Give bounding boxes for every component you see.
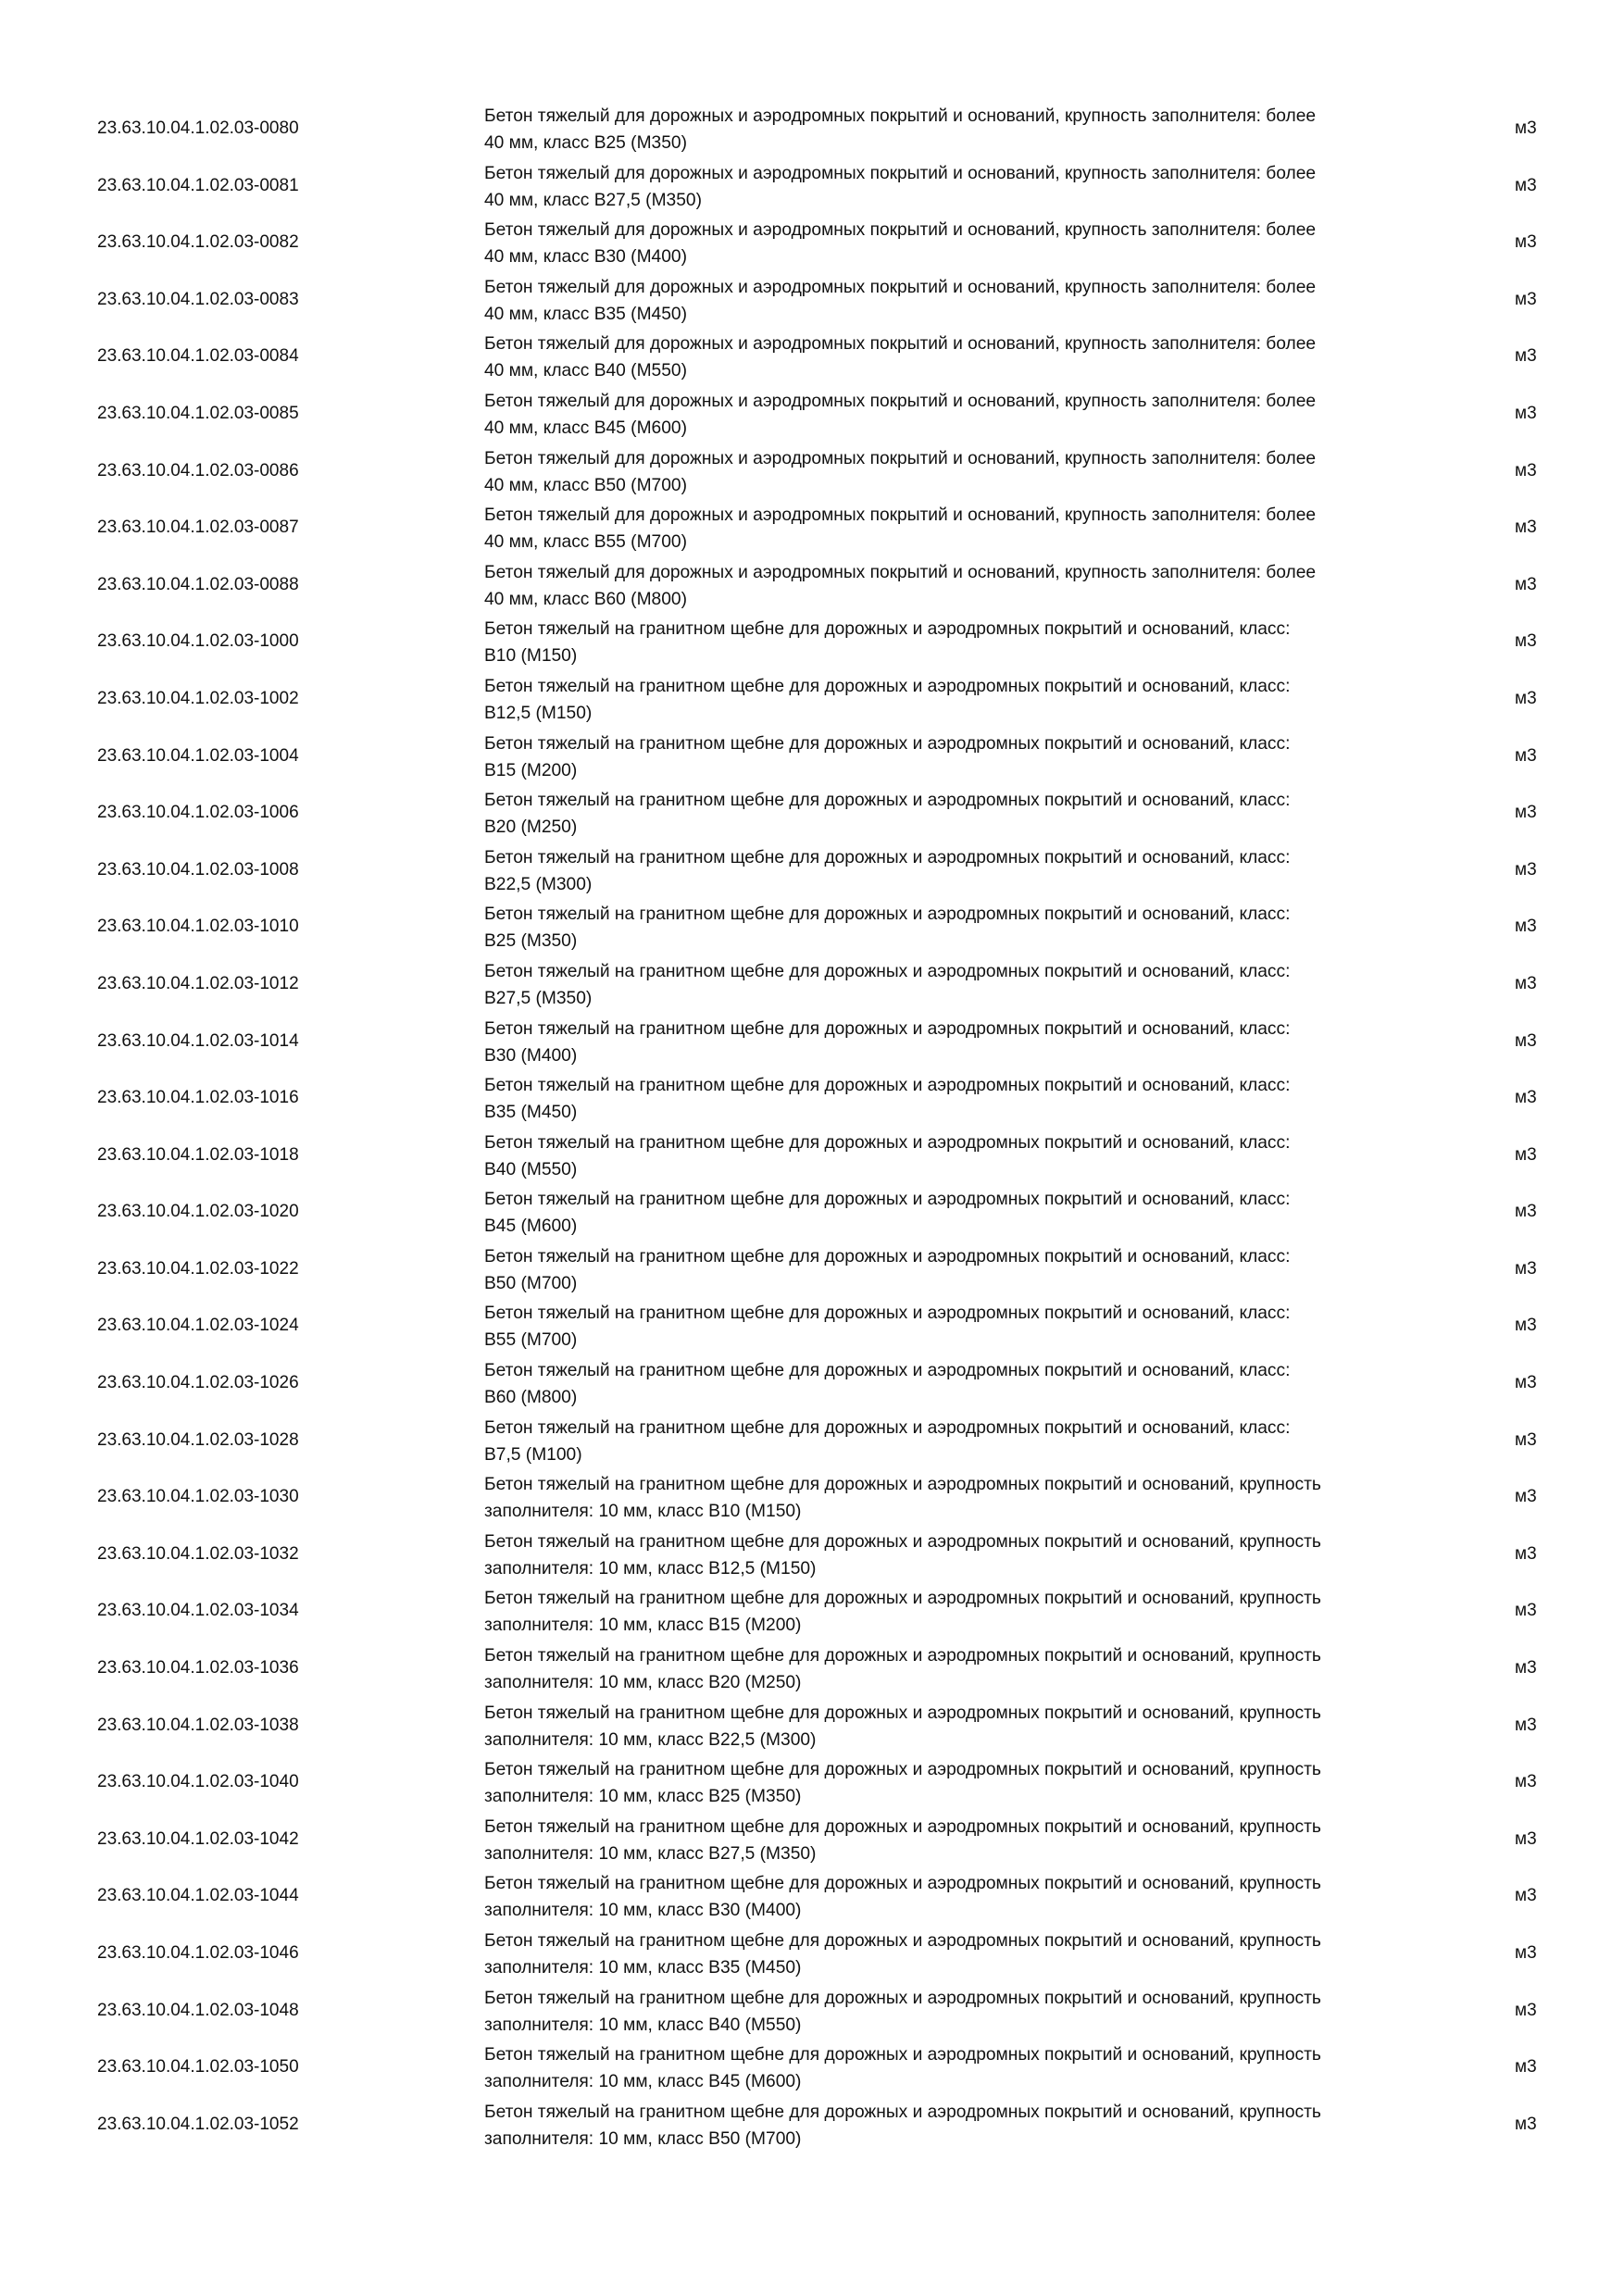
table-row xyxy=(0,1640,1624,1697)
description-line-1: Бетон тяжелый для дорожных и аэродромных покрытий и оснований, крупность заполнителя: более xyxy=(484,505,1317,526)
resource-code: 23.63.10.04.1.02.03-1028 xyxy=(97,1429,299,1450)
description-line-1: Бетон тяжелый на гранитном щебне для дорожных и аэродромных покрытий и оснований, крупность xyxy=(484,1531,1321,1552)
unit-of-measure: м3 xyxy=(1515,518,1537,538)
resource-description xyxy=(484,1415,1456,1468)
resource-description xyxy=(484,1186,1456,1240)
description-line-2: В22,5 (М300) xyxy=(484,874,593,894)
description-line-2: заполнителя: 10 мм, класс В45 (М600) xyxy=(484,2072,802,2092)
resource-code: 23.63.10.04.1.02.03-0085 xyxy=(97,403,299,423)
description-line-2: 40 мм, класс В60 (М800) xyxy=(484,589,687,609)
resource-code: 23.63.10.04.1.02.03-1014 xyxy=(97,1030,299,1051)
description-line-1: Бетон тяжелый на гранитном щебне для дорожных и аэродромных покрытий и оснований, крупность xyxy=(484,1816,1321,1837)
description-line-1: Бетон тяжелый на гранитном щебне для дорожных и аэродромных покрытий и оснований, класс: xyxy=(484,1246,1291,1267)
description-line-1: Бетон тяжелый на гранитном щебне для дорожных и аэродромных покрытий и оснований, крупность xyxy=(484,1931,1321,1951)
unit-of-measure: м3 xyxy=(1515,1772,1537,1792)
resource-description xyxy=(484,787,1456,841)
unit-of-measure: м3 xyxy=(1515,1429,1537,1450)
resource-description xyxy=(484,1700,1456,1753)
table-row xyxy=(0,898,1624,955)
resource-description xyxy=(484,1814,1456,1867)
table-row xyxy=(0,214,1624,271)
unit-of-measure: м3 xyxy=(1515,1316,1537,1336)
description-line-2: 40 мм, класс В40 (М550) xyxy=(484,361,687,381)
description-line-2: 40 мм, класс В25 (М350) xyxy=(484,133,687,153)
table-row xyxy=(0,842,1624,899)
table-row xyxy=(0,1412,1624,1469)
description-line-2: заполнителя: 10 мм, класс В20 (М250) xyxy=(484,1673,802,1693)
resource-code: 23.63.10.04.1.02.03-0084 xyxy=(97,346,299,367)
unit-of-measure: м3 xyxy=(1515,1088,1537,1108)
description-line-2: В20 (М250) xyxy=(484,817,578,838)
unit-of-measure: м3 xyxy=(1515,1658,1537,1678)
description-line-1: Бетон тяжелый на гранитном щебне для дорожных и аэродромных покрытий и оснований, класс: xyxy=(484,905,1291,925)
description-line-1: Бетон тяжелый на гранитном щебне для дорожных и аэродромных покрытий и оснований, класс: xyxy=(484,1304,1291,1324)
resource-code: 23.63.10.04.1.02.03-1044 xyxy=(97,1886,299,1906)
description-line-2: В7,5 (М100) xyxy=(484,1444,582,1465)
unit-of-measure: м3 xyxy=(1515,973,1537,993)
description-line-2: 40 мм, класс В45 (М600) xyxy=(484,418,687,438)
table-row xyxy=(0,1241,1624,1298)
description-line-2: заполнителя: 10 мм, класс В30 (М400) xyxy=(484,1901,802,1921)
description-line-2: 40 мм, класс В27,5 (М350) xyxy=(484,190,702,210)
unit-of-measure: м3 xyxy=(1515,1258,1537,1279)
table-row xyxy=(0,2096,1624,2153)
description-line-1: Бетон тяжелый на гранитном щебне для дорожных и аэродромных покрытий и оснований, класс: xyxy=(484,733,1291,754)
price-table xyxy=(0,100,1624,2152)
resource-code: 23.63.10.04.1.02.03-1040 xyxy=(97,1772,299,1792)
unit-of-measure: м3 xyxy=(1515,688,1537,708)
resource-description xyxy=(484,1357,1456,1411)
description-line-1: Бетон тяжелый на гранитном щебне для дорожных и аэродромных покрытий и оснований, крупность xyxy=(484,2045,1321,2065)
resource-description xyxy=(484,1072,1456,1126)
description-line-2: В12,5 (М150) xyxy=(484,703,593,723)
resource-description xyxy=(484,616,1456,669)
unit-of-measure: м3 xyxy=(1515,803,1537,823)
description-line-2: заполнителя: 10 мм, класс В15 (М200) xyxy=(484,1616,802,1636)
resource-code: 23.63.10.04.1.02.03-1010 xyxy=(97,917,299,937)
description-line-1: Бетон тяжелый на гранитном щебне для дорожных и аэродромных покрытий и оснований, крупность xyxy=(484,1703,1321,1723)
resource-description xyxy=(484,217,1456,270)
description-line-1: Бетон тяжелый на гранитном щебне для дорожных и аэродромных покрытий и оснований, крупность xyxy=(484,1646,1321,1666)
table-row xyxy=(0,385,1624,443)
unit-of-measure: м3 xyxy=(1515,1030,1537,1051)
resource-code: 23.63.10.04.1.02.03-1018 xyxy=(97,1144,299,1165)
description-line-2: 40 мм, класс В50 (М700) xyxy=(484,475,687,495)
table-row xyxy=(0,1183,1624,1241)
resource-description xyxy=(484,502,1456,555)
description-line-2: заполнителя: 10 мм, класс В25 (М350) xyxy=(484,1787,802,1807)
unit-of-measure: м3 xyxy=(1515,2114,1537,2134)
table-row xyxy=(0,1127,1624,1184)
description-line-2: заполнителя: 10 мм, класс В35 (М450) xyxy=(484,1958,802,1978)
description-line-2: заполнителя: 10 мм, класс В12,5 (М150) xyxy=(484,1558,817,1578)
table-row xyxy=(0,1925,1624,1982)
table-row xyxy=(0,1297,1624,1354)
resource-code: 23.63.10.04.1.02.03-0087 xyxy=(97,518,299,538)
table-row xyxy=(0,784,1624,842)
resource-description xyxy=(484,1642,1456,1696)
unit-of-measure: м3 xyxy=(1515,1373,1537,1393)
description-line-1: Бетон тяжелый для дорожных и аэродромных покрытий и оснований, крупность заполнителя: более xyxy=(484,334,1317,355)
resource-description xyxy=(484,958,1456,1012)
table-row xyxy=(0,157,1624,215)
description-line-1: Бетон тяжелый на гранитном щебне для дорожных и аэродромных покрытий и оснований, класс: xyxy=(484,1417,1291,1438)
description-line-1: Бетон тяжелый для дорожных и аэродромных покрытий и оснований, крупность заполнителя: более xyxy=(484,163,1317,183)
description-line-1: Бетон тяжелый для дорожных и аэродромных покрытий и оснований, крупность заполнителя: более xyxy=(484,391,1317,411)
unit-of-measure: м3 xyxy=(1515,1886,1537,1906)
table-row xyxy=(0,1069,1624,1127)
table-row xyxy=(0,1697,1624,1754)
resource-code: 23.63.10.04.1.02.03-1002 xyxy=(97,688,299,708)
description-line-2: В25 (М350) xyxy=(484,931,578,952)
unit-of-measure: м3 xyxy=(1515,1601,1537,1621)
resource-description xyxy=(484,1870,1456,1924)
table-row xyxy=(0,100,1624,157)
table-row xyxy=(0,955,1624,1013)
table-row xyxy=(0,728,1624,785)
resource-description xyxy=(484,1985,1456,2039)
resource-description xyxy=(484,1243,1456,1297)
unit-of-measure: м3 xyxy=(1515,1202,1537,1222)
table-row xyxy=(0,1582,1624,1640)
unit-of-measure: м3 xyxy=(1515,1715,1537,1735)
resource-description xyxy=(484,1928,1456,1981)
description-line-1: Бетон тяжелый для дорожных и аэродромных покрытий и оснований, крупность заполнителя: более xyxy=(484,220,1317,241)
description-line-2: В60 (М800) xyxy=(484,1388,578,1408)
resource-description xyxy=(484,331,1456,384)
resource-code: 23.63.10.04.1.02.03-1050 xyxy=(97,2057,299,2078)
resource-code: 23.63.10.04.1.02.03-0083 xyxy=(97,289,299,309)
resource-code: 23.63.10.04.1.02.03-1020 xyxy=(97,1202,299,1222)
description-line-2: В45 (М600) xyxy=(484,1217,578,1237)
resource-code: 23.63.10.04.1.02.03-0082 xyxy=(97,232,299,253)
unit-of-measure: м3 xyxy=(1515,631,1537,652)
resource-description xyxy=(484,1585,1456,1639)
unit-of-measure: м3 xyxy=(1515,745,1537,766)
description-line-2: В35 (М450) xyxy=(484,1103,578,1123)
description-line-2: заполнителя: 10 мм, класс В22,5 (М300) xyxy=(484,1729,817,1750)
table-row xyxy=(0,1753,1624,1811)
resource-code: 23.63.10.04.1.02.03-0088 xyxy=(97,574,299,594)
resource-code: 23.63.10.04.1.02.03-1004 xyxy=(97,745,299,766)
description-line-1: Бетон тяжелый на гранитном щебне для дорожных и аэродромных покрытий и оснований, класс: xyxy=(484,847,1291,867)
description-line-1: Бетон тяжелый для дорожных и аэродромных покрытий и оснований, крупность заполнителя: более xyxy=(484,106,1317,126)
description-line-2: 40 мм, класс В55 (М700) xyxy=(484,532,687,553)
resource-code: 23.63.10.04.1.02.03-1022 xyxy=(97,1258,299,1279)
resource-code: 23.63.10.04.1.02.03-1016 xyxy=(97,1088,299,1108)
unit-of-measure: м3 xyxy=(1515,1943,1537,1963)
unit-of-measure: м3 xyxy=(1515,460,1537,480)
description-line-2: В50 (М700) xyxy=(484,1273,578,1293)
resource-code: 23.63.10.04.1.02.03-1038 xyxy=(97,1715,299,1735)
description-line-1: Бетон тяжелый на гранитном щебне для дорожных и аэродромных покрытий и оснований, класс: xyxy=(484,619,1291,640)
resource-code: 23.63.10.04.1.02.03-1026 xyxy=(97,1373,299,1393)
resource-code: 23.63.10.04.1.02.03-1032 xyxy=(97,1543,299,1564)
resource-code: 23.63.10.04.1.02.03-0086 xyxy=(97,460,299,480)
description-line-1: Бетон тяжелый на гранитном щебне для дорожных и аэродромных покрытий и оснований, класс: xyxy=(484,791,1291,811)
resource-description xyxy=(484,445,1456,499)
resource-description xyxy=(484,1016,1456,1069)
table-row xyxy=(0,328,1624,385)
resource-description xyxy=(484,1300,1456,1354)
resource-description xyxy=(484,844,1456,898)
description-line-1: Бетон тяжелый на гранитном щебне для дорожных и аэродромных покрытий и оснований, крупность xyxy=(484,1988,1321,2008)
table-row xyxy=(0,443,1624,500)
resource-description xyxy=(484,2041,1456,2095)
resource-description xyxy=(484,103,1456,156)
description-line-1: Бетон тяжелый на гранитном щебне для дорожных и аэродромных покрытий и оснований, класс: xyxy=(484,1132,1291,1153)
description-line-2: В15 (М200) xyxy=(484,760,578,780)
resource-description xyxy=(484,1756,1456,1810)
description-line-1: Бетон тяжелый на гранитном щебне для дорожных и аэродромных покрытий и оснований, класс: xyxy=(484,676,1291,696)
unit-of-measure: м3 xyxy=(1515,232,1537,253)
table-row xyxy=(0,1013,1624,1070)
table-row xyxy=(0,1526,1624,1583)
description-line-1: Бетон тяжелый на гранитном щебне для дорожных и аэродромных покрытий и оснований, класс: xyxy=(484,1018,1291,1039)
description-line-2: 40 мм, класс В35 (М450) xyxy=(484,304,687,324)
resource-description xyxy=(484,1129,1456,1183)
unit-of-measure: м3 xyxy=(1515,403,1537,423)
description-line-1: Бетон тяжелый на гранитном щебне для дорожных и аэродромных покрытий и оснований, крупность xyxy=(484,1589,1321,1609)
unit-of-measure: м3 xyxy=(1515,119,1537,138)
unit-of-measure: м3 xyxy=(1515,1487,1537,1507)
resource-description xyxy=(484,388,1456,442)
unit-of-measure: м3 xyxy=(1515,289,1537,309)
description-line-1: Бетон тяжелый на гранитном щебне для дорожных и аэродромных покрытий и оснований, крупность xyxy=(484,1475,1321,1495)
resource-description xyxy=(484,160,1456,214)
description-line-1: Бетон тяжелый для дорожных и аэродромных покрытий и оснований, крупность заполнителя: более xyxy=(484,277,1317,297)
table-row xyxy=(0,670,1624,728)
table-row xyxy=(0,556,1624,614)
unit-of-measure: м3 xyxy=(1515,175,1537,195)
description-line-1: Бетон тяжелый для дорожных и аэродромных покрытий и оснований, крупность заполнителя: более xyxy=(484,562,1317,582)
unit-of-measure: м3 xyxy=(1515,1144,1537,1165)
unit-of-measure: м3 xyxy=(1515,1543,1537,1564)
resource-code: 23.63.10.04.1.02.03-1048 xyxy=(97,2000,299,2020)
description-line-1: Бетон тяжелый для дорожных и аэродромных покрытий и оснований, крупность заполнителя: более xyxy=(484,448,1317,468)
table-row xyxy=(0,1867,1624,1925)
resource-code: 23.63.10.04.1.02.03-1006 xyxy=(97,803,299,823)
unit-of-measure: м3 xyxy=(1515,1828,1537,1849)
unit-of-measure: м3 xyxy=(1515,2057,1537,2078)
description-line-1: Бетон тяжелый на гранитном щебне для дорожных и аэродромных покрытий и оснований, класс: xyxy=(484,1076,1291,1096)
resource-code: 23.63.10.04.1.02.03-1052 xyxy=(97,2114,299,2134)
unit-of-measure: м3 xyxy=(1515,917,1537,937)
resource-description xyxy=(484,1529,1456,1582)
table-row xyxy=(0,1982,1624,2040)
description-line-2: В30 (М400) xyxy=(484,1045,578,1066)
description-line-1: Бетон тяжелый на гранитном щебне для дорожных и аэродромных покрытий и оснований, класс: xyxy=(484,1361,1291,1381)
unit-of-measure: м3 xyxy=(1515,346,1537,367)
description-line-2: В27,5 (М350) xyxy=(484,988,593,1008)
resource-description xyxy=(484,274,1456,328)
resource-description xyxy=(484,2099,1456,2152)
resource-description xyxy=(484,559,1456,613)
resource-code: 23.63.10.04.1.02.03-1024 xyxy=(97,1316,299,1336)
description-line-2: В55 (М700) xyxy=(484,1330,578,1351)
resource-description xyxy=(484,673,1456,727)
description-line-2: заполнителя: 10 мм, класс В40 (М550) xyxy=(484,2015,802,2035)
resource-code: 23.63.10.04.1.02.03-1008 xyxy=(97,859,299,880)
resource-code: 23.63.10.04.1.02.03-1012 xyxy=(97,973,299,993)
table-row xyxy=(0,499,1624,556)
description-line-1: Бетон тяжелый на гранитном щебне для дорожных и аэродромных покрытий и оснований, крупность xyxy=(484,1874,1321,1894)
description-line-2: В40 (М550) xyxy=(484,1159,578,1179)
resource-code: 23.63.10.04.1.02.03-0081 xyxy=(97,175,299,195)
table-row xyxy=(0,271,1624,329)
description-line-2: заполнителя: 10 мм, класс В50 (М700) xyxy=(484,2128,802,2149)
table-row xyxy=(0,2039,1624,2096)
resource-code: 23.63.10.04.1.02.03-1030 xyxy=(97,1487,299,1507)
resource-code: 23.63.10.04.1.02.03-0080 xyxy=(97,119,299,138)
table-row xyxy=(0,1354,1624,1412)
table-row xyxy=(0,1468,1624,1526)
resource-description xyxy=(484,1471,1456,1525)
unit-of-measure: м3 xyxy=(1515,2000,1537,2020)
resource-code: 23.63.10.04.1.02.03-1034 xyxy=(97,1601,299,1621)
table-row xyxy=(0,1811,1624,1868)
resource-code: 23.63.10.04.1.02.03-1000 xyxy=(97,631,299,652)
description-line-2: 40 мм, класс В30 (М400) xyxy=(484,247,687,268)
resource-description xyxy=(484,730,1456,784)
description-line-1: Бетон тяжелый на гранитном щебне для дорожных и аэродромных покрытий и оснований, крупность xyxy=(484,2102,1321,2122)
description-line-2: заполнителя: 10 мм, класс В10 (М150) xyxy=(484,1502,802,1522)
description-line-1: Бетон тяжелый на гранитном щебне для дорожных и аэродромных покрытий и оснований, крупность xyxy=(484,1760,1321,1780)
unit-of-measure: м3 xyxy=(1515,574,1537,594)
description-line-2: В10 (М150) xyxy=(484,646,578,667)
resource-description xyxy=(484,901,1456,955)
resource-code: 23.63.10.04.1.02.03-1046 xyxy=(97,1943,299,1963)
resource-code: 23.63.10.04.1.02.03-1042 xyxy=(97,1828,299,1849)
description-line-1: Бетон тяжелый на гранитном щебне для дорожных и аэродромных покрытий и оснований, класс: xyxy=(484,961,1291,981)
resource-code: 23.63.10.04.1.02.03-1036 xyxy=(97,1658,299,1678)
description-line-1: Бетон тяжелый на гранитном щебне для дорожных и аэродромных покрытий и оснований, класс: xyxy=(484,1190,1291,1210)
description-line-2: заполнителя: 10 мм, класс В27,5 (М350) xyxy=(484,1843,817,1864)
unit-of-measure: м3 xyxy=(1515,859,1537,880)
table-row xyxy=(0,613,1624,670)
